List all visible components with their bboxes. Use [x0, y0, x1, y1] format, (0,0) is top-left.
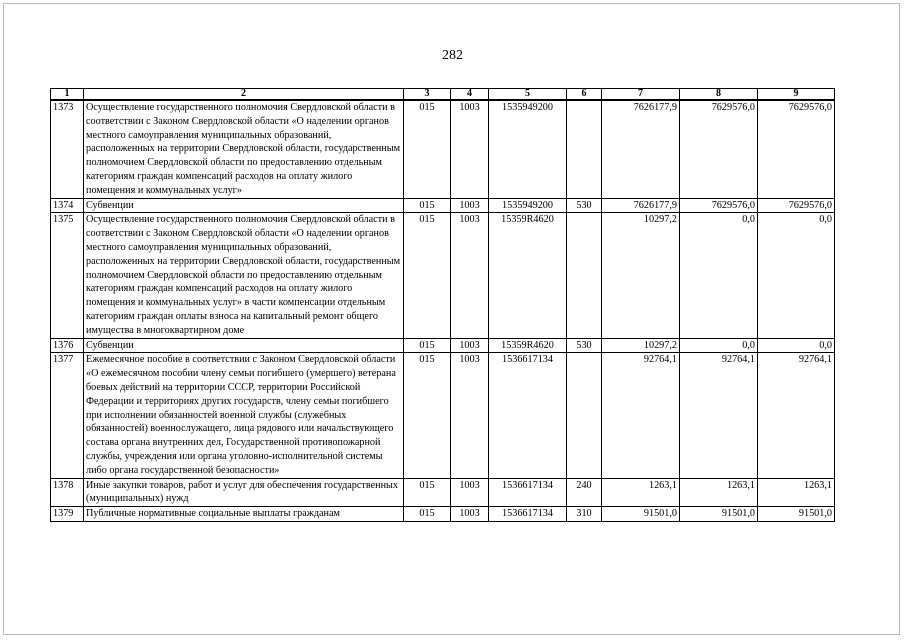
cell-col9: 1263,1 [758, 478, 835, 507]
column-header: 5 [489, 89, 567, 101]
cell-col5: 15359R4620 [489, 213, 567, 338]
column-header: 7 [602, 89, 680, 101]
cell-col3: 015 [404, 198, 451, 213]
row-description: Публичные нормативные социальные выплаты гражданам [84, 507, 404, 522]
cell-col7: 7626177,9 [602, 100, 680, 198]
table-row [51, 478, 835, 507]
cell-col6 [567, 100, 602, 198]
cell-col5: 1536617134 [489, 507, 567, 522]
cell-col7: 92764,1 [602, 353, 680, 478]
cell-col3: 015 [404, 338, 451, 353]
cell-col4: 1003 [451, 198, 489, 213]
cell-col9: 7629576,0 [758, 100, 835, 198]
cell-col8: 92764,1 [680, 353, 758, 478]
cell-col7: 91501,0 [602, 507, 680, 522]
cell-col4: 1003 [451, 100, 489, 198]
column-header: 6 [567, 89, 602, 101]
column-header: 2 [84, 89, 404, 101]
cell-col6: 310 [567, 507, 602, 522]
table-row [51, 198, 835, 213]
cell-col4: 1003 [451, 507, 489, 522]
cell-col3: 015 [404, 478, 451, 507]
table-row [51, 213, 835, 338]
cell-col8: 0,0 [680, 213, 758, 338]
row-description: Иные закупки товаров, работ и услуг для обеспечения государственных (муниципальных) нужд [84, 478, 404, 507]
cell-col4: 1003 [451, 353, 489, 478]
row-number: 1375 [51, 213, 84, 338]
budget-table [50, 88, 835, 522]
cell-col6: 530 [567, 338, 602, 353]
cell-col8: 7629576,0 [680, 100, 758, 198]
cell-col6 [567, 353, 602, 478]
cell-col5: 1536617134 [489, 478, 567, 507]
table-row [51, 100, 835, 198]
cell-col7: 1263,1 [602, 478, 680, 507]
cell-col3: 015 [404, 100, 451, 198]
row-number: 1378 [51, 478, 84, 507]
cell-col6 [567, 213, 602, 338]
cell-col9: 0,0 [758, 338, 835, 353]
cell-col5: 1535949200 [489, 198, 567, 213]
cell-col9: 92764,1 [758, 353, 835, 478]
row-description: Осуществление государственного полномочия Свердловской области в соответствии с Законом Свердловской области «О наделении органов местного самоуправления муниципальных образований, расположенных на территории Свердловской области, государственным полномочием Свердловской области по предоставлению отдельным категориям граждан компенсаций расходов на оплату жилого помещения и коммунальных услуг» в части компенсации отдельным категориям граждан оплаты взноса на капитальный ремонт общего имущества в многоквартирном доме [84, 213, 404, 338]
row-description: Осуществление государственного полномочия Свердловской области в соответствии с Законом Свердловской области «О наделении органов местного самоуправления муниципальных образований, расположенных на территории Свердловской области, государственным полномочием Свердловской области по предоставлению отдельным категориям граждан компенсаций расходов на оплату жилого помещения и коммунальных услуг» [84, 100, 404, 198]
row-description: Субвенции [84, 338, 404, 353]
cell-col9: 0,0 [758, 213, 835, 338]
table-row [51, 353, 835, 478]
cell-col4: 1003 [451, 478, 489, 507]
cell-col3: 015 [404, 353, 451, 478]
header-row [51, 89, 835, 101]
table-row [51, 507, 835, 522]
cell-col5: 1536617134 [489, 353, 567, 478]
cell-col9: 7629576,0 [758, 198, 835, 213]
cell-col6: 530 [567, 198, 602, 213]
column-header: 4 [451, 89, 489, 101]
cell-col8: 7629576,0 [680, 198, 758, 213]
row-number: 1376 [51, 338, 84, 353]
row-number: 1379 [51, 507, 84, 522]
row-description: Субвенции [84, 198, 404, 213]
page-number: 282 [442, 48, 463, 63]
cell-col3: 015 [404, 507, 451, 522]
cell-col4: 1003 [451, 213, 489, 338]
column-header: 9 [758, 89, 835, 101]
cell-col7: 10297,2 [602, 213, 680, 338]
cell-col5: 1535949200 [489, 100, 567, 198]
column-header: 3 [404, 89, 451, 101]
cell-col7: 7626177,9 [602, 198, 680, 213]
column-header: 8 [680, 89, 758, 101]
row-number: 1377 [51, 353, 84, 478]
cell-col3: 015 [404, 213, 451, 338]
table-row [51, 338, 835, 353]
cell-col8: 1263,1 [680, 478, 758, 507]
cell-col7: 10297,2 [602, 338, 680, 353]
row-number: 1374 [51, 198, 84, 213]
cell-col8: 0,0 [680, 338, 758, 353]
row-number: 1373 [51, 100, 84, 198]
cell-col6: 240 [567, 478, 602, 507]
cell-col4: 1003 [451, 338, 489, 353]
cell-col8: 91501,0 [680, 507, 758, 522]
column-header: 1 [51, 89, 84, 101]
cell-col5: 15359R4620 [489, 338, 567, 353]
row-description: Ежемесячное пособие в соответствии с Законом Свердловской области «О ежемесячном пособии члену семьи погибшего (умершего) ветерана боевых действий на территории СССР, территории Российской Федерации и территориях других государств, члену семьи погибшего при исполнении обязанностей военной службы (служебных обязанностей) военнослужащего, лица рядового или начальствующего состава органа внутренних дел, Государственной противопожарной службы, учреждения или органа уголовно-исполнительной системы либо органа государственной безопасности» [84, 353, 404, 478]
cell-col9: 91501,0 [758, 507, 835, 522]
